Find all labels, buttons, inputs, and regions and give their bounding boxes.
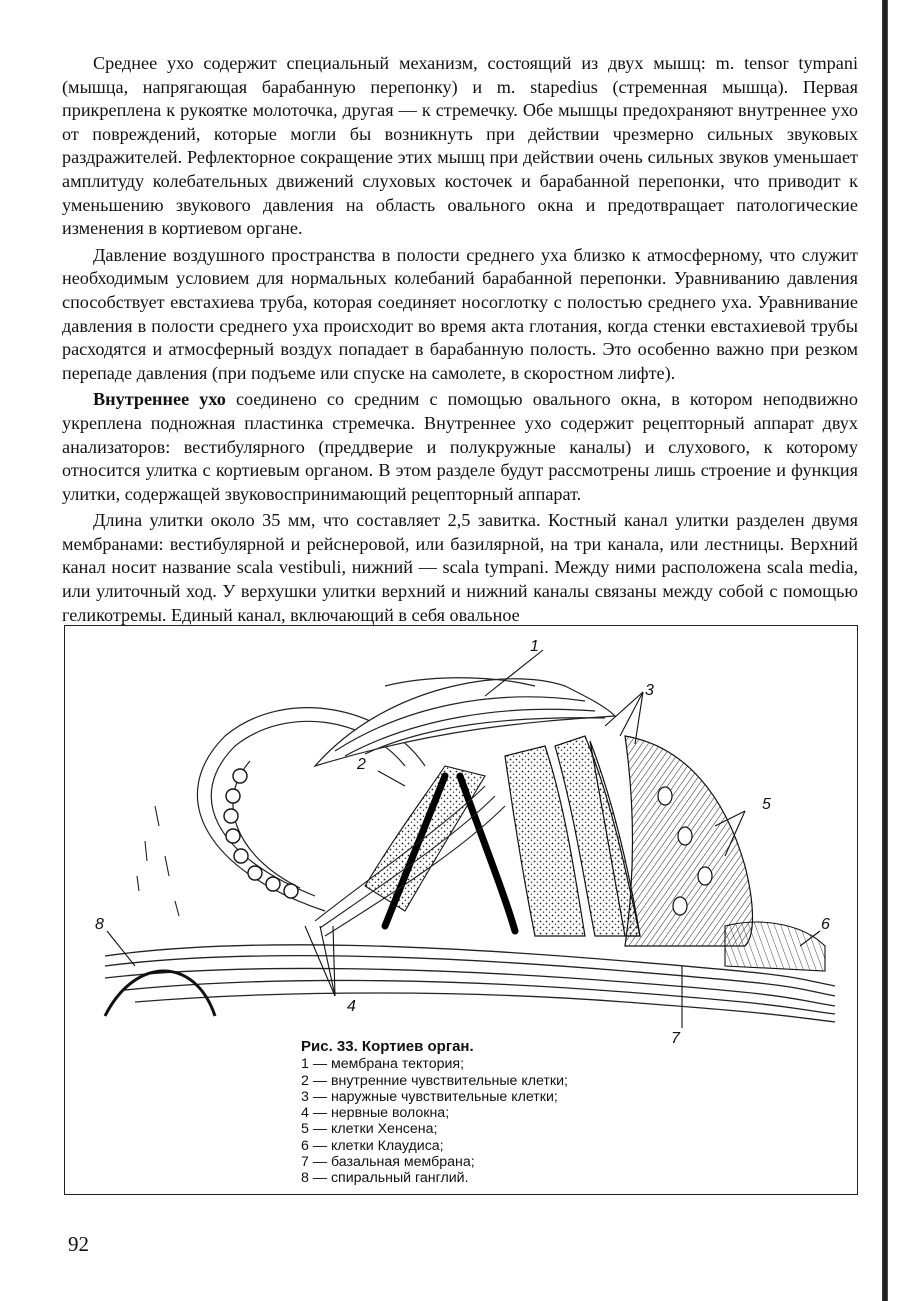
legend-item: 3 — наружные чувствительные клетки; (301, 1088, 558, 1105)
spiral-ganglion (105, 971, 215, 1016)
label-7: 7 (671, 1030, 680, 1047)
legend-item: 1 — мембрана тектория; (301, 1056, 465, 1073)
figure-caption (301, 1039, 721, 1187)
label-3: 3 (645, 682, 654, 699)
hair-cells (505, 736, 640, 936)
label-6: 6 (821, 916, 830, 933)
legend-item: 4 — нервные волокна; (301, 1105, 450, 1122)
legend-item: 7 — базальная мембрана; (301, 1154, 475, 1171)
paragraph-4: Длина улитки около 35 мм, что составляет 2,5 завитка. Костный канал улитки разделен двумя мембранами: вестибулярной и рейснеровой, или базилярной, на три канала, или лестницы. Верхний канал носит название scala vestibuli, нижний — scala tympani. Между ними расположена scala media, или улиточный ход. У верхушки улитки верхний и нижний каналы связаны между собой с помощью геликотремы. Единый канал, включающий в себя овальное (62, 510, 858, 625)
label-8: 8 (95, 916, 104, 933)
legend-item: 8 — спиральный ганглий. (301, 1170, 469, 1187)
figure-frame (64, 625, 858, 1195)
paragraph-3: Внутреннее ухо соединено со средним с помощью овального окна, в котором неподвижно укреплена подножная пластинка стремечка. Внутреннее ухо содержит рецепторный аппарат двух анализаторов: вестибулярного (преддверие и полукружные каналы) и слухового, к которому относится улитка с кортиевым органом. В этом разделе будут рассмотрены лишь строение и функция улитки, содержащей звуковоспринимающий рецепторный аппарат. (62, 389, 858, 504)
page-number: 92 (68, 1232, 89, 1256)
body-text (62, 52, 858, 630)
term-inner-ear: Внутреннее ухо (93, 389, 226, 410)
claudius-cells (725, 922, 825, 971)
paragraph-1: Среднее ухо содержит специальный механизм, состоящий из двух мышц: m. tensor tympani (мышца, напрягающая барабанную перепонку) и m. stapedius (стременная мышца). Первая прикреплена к рукоятке молоточка, другая — к стремечку. Обе мышцы предохраняют внутреннее ухо от повреждений, которые могли бы возникнуть при действии чрезмерно сильных звуковых раздражителей. Рефлекторное сокращение этих мышц при действии очень сильных звуков уменьшает амплитуду колебательных движений слуховых косточек и барабанной перепонки, что приводит к уменьшению звукового давления на область овального окна и предотвращает патологические изменения в кортиевом органе. (62, 53, 858, 239)
left-marks (137, 806, 179, 916)
legend-item: 5 — клетки Хенсена; (301, 1121, 438, 1138)
legend-item: 2 — внутренние чувствительные клетки; (301, 1072, 568, 1089)
label-5: 5 (762, 796, 771, 813)
paragraph-2: Давление воздушного пространства в полости среднего уха близко к атмосферному, что служит необходимым условием для нормальных колебаний барабанной перепонки. Уравниванию давления способствует евстахиева труба, которая соединяет носоглотку с полостью среднего уха. Уравнивание давления в полости среднего уха происходит во время акта глотания, когда стенки евстахиевой трубы расходятся и атмосферный воздух попадает в барабанную полость. Это особенно важно при резком перепаде давления (при подъеме или спуске на самолете, в скоростном лифте). (62, 244, 858, 383)
caption-title: Рис. 33. Кортиев орган. (301, 1038, 474, 1055)
label-1: 1 (530, 638, 539, 655)
label-2: 2 (357, 756, 366, 773)
label-4: 4 (347, 998, 356, 1015)
page-edge-shadow (882, 0, 888, 1301)
legend-item: 6 — клетки Клаудиса; (301, 1137, 444, 1154)
